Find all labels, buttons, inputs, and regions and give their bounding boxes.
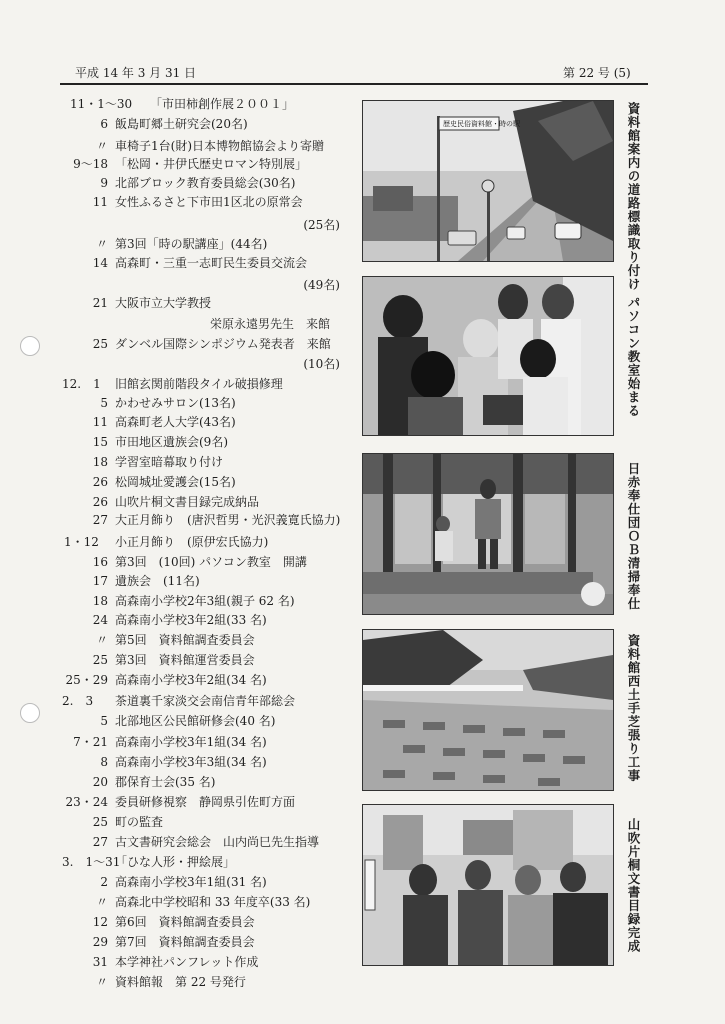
diary-entry-text: 大正月飾り (唐沢哲男・光沢義寛氏協力) (115, 513, 341, 527)
diary-entry-text: 北部ブロック教育委員総会(30名) (115, 176, 296, 190)
diary-entry-text: 第3回 (10回) パソコン教室 開講 (115, 555, 307, 569)
diary-entry (62, 853, 360, 872)
diary-entry-text: 茶道裏千家淡交会南信青年部総会 (115, 694, 296, 708)
diary-entry (70, 473, 360, 492)
binder-hole (20, 703, 40, 723)
photo-documents (362, 804, 614, 966)
photo-road-sign (362, 100, 614, 262)
diary-entry-text: (10名) (303, 357, 340, 371)
diary-entry (70, 315, 360, 334)
diary-entry-text: 車椅子1台(財)日本博物館協会より寄贈 (115, 139, 324, 153)
diary-entry-date: 5 (100, 396, 108, 410)
diary-entry-text: 委員研修視察 静岡県引佐町方面 (115, 795, 296, 809)
diary-entry (70, 335, 360, 354)
diary-entry-date: 6 (100, 117, 108, 131)
header-issue: 第 22 号 (5) (563, 66, 631, 80)
diary-entry (70, 254, 360, 273)
diary-entry-date: 2 (100, 875, 108, 889)
diary-entry-date: 21 (92, 296, 108, 310)
diary-entry (62, 692, 360, 711)
diary-entry (70, 913, 360, 932)
diary-entry-text: 第3回「時の駅講座」(44名) (115, 237, 268, 251)
diary-entry (70, 294, 360, 313)
photo-cleaning (362, 453, 614, 615)
diary-entry-text: 本学神社パンフレット作成 (115, 955, 259, 969)
photo-turf (362, 629, 614, 791)
diary-entry (70, 553, 360, 572)
diary-entry (70, 933, 360, 952)
diary-entry (70, 493, 360, 512)
diary-entry-date: 12. 1 (62, 377, 101, 391)
diary-entry-date: 16 (92, 555, 108, 569)
diary-entry-date: 29 (92, 935, 108, 949)
diary-entry (70, 813, 360, 832)
diary-entry-text: 郡保育士会(35 名) (115, 775, 216, 789)
diary-entry-date: 27 (92, 513, 108, 527)
diary-entry-date: 〃 (95, 633, 108, 647)
diary-entry-date: 8 (100, 755, 108, 769)
diary-entry-text: 大阪市立大学教授 (115, 296, 212, 310)
diary-entry-date: 2. 3 (62, 694, 94, 708)
diary-entry (70, 631, 360, 650)
diary-entry (70, 394, 360, 413)
diary-entry-date: 〃 (95, 139, 108, 153)
diary-entry-text: 高森南小学校3年2組(34 名) (115, 673, 267, 687)
photo-caption: 山吹片桐文書目録完成 (626, 818, 641, 953)
diary-entry (70, 355, 360, 374)
diary-entry-text: 資料館報 第 22 号発行 (115, 975, 246, 989)
diary-entry-text: 学習室暗幕取り付け (115, 455, 224, 469)
diary-entry (70, 276, 360, 295)
diary-entry-text: ダンベル国際シンポジウム発表者 来館 (115, 337, 331, 351)
diary-entry-date: 18 (92, 594, 108, 608)
diary-entry-text: かわせみサロン(13名) (115, 396, 236, 410)
diary-entry-date: 15 (92, 435, 108, 449)
diary-entry-text: 第3回 資料館運営委員会 (115, 653, 255, 667)
diary-entry-date: 11 (92, 195, 108, 209)
diary-entry-date: 25 (92, 337, 108, 351)
diary-entry-text: 市田地区遺族会(9名) (115, 435, 228, 449)
diary-entry-date: 31 (92, 955, 108, 969)
diary-entry-text: 高森南小学校2年3組(親子 62 名) (115, 594, 295, 608)
diary-entry-text: 高森町老人大学(43名) (115, 415, 236, 429)
diary-entry (70, 592, 360, 611)
diary-entry-text: 高森南小学校3年1組(31 名) (115, 875, 267, 889)
diary-entry-text: 第5回 資料館調査委員会 (115, 633, 255, 647)
diary-entry (65, 793, 360, 812)
diary-entry-text: 「市田柿創作展２００１」 (150, 97, 295, 111)
diary-entry-date: 7・21 (73, 735, 108, 749)
diary-entry (70, 511, 360, 530)
diary-entry (70, 216, 360, 235)
diary-entry-text: (25名) (303, 218, 340, 232)
diary-entry-text: 女性ふるさと下市田1区北の原常会 (115, 195, 303, 209)
diary-entry (70, 572, 360, 591)
diary-entry-date: 〃 (95, 975, 108, 989)
diary-entry-text: 第7回 資料館調査委員会 (115, 935, 255, 949)
diary-entry-text: 小正月飾り (原伊宏氏協力) (115, 535, 269, 549)
photo-caption: パソコン教室始まる (626, 296, 641, 418)
diary-entry (70, 873, 360, 892)
photo-computer-class (362, 276, 614, 436)
diary-entry (70, 953, 360, 972)
diary-entry (70, 753, 360, 772)
sign-text: 歴史民俗資料館・時の駅 (443, 120, 520, 128)
photo-caption: 日赤奉仕団ＯＢ清掃奉仕 (626, 462, 641, 611)
diary-entry-text: 高森南小学校3年1組(34 名) (115, 735, 267, 749)
diary-entry-date: 12 (92, 915, 108, 929)
diary-entry-date: 26 (92, 475, 108, 489)
diary-entry (62, 375, 360, 394)
diary-entry-text: 高森南小学校3年2組(33 名) (115, 613, 267, 627)
diary-entry-text: 山吹片桐文書目録完成納品 (115, 495, 260, 509)
photo-caption: 資料館案内の道路標識取り付け (626, 102, 641, 291)
diary-entry-date: 25 (92, 815, 108, 829)
diary-entry-text: 飯島町郷土研究会(20名) (115, 117, 248, 131)
diary-entry-date: 18 (92, 455, 108, 469)
diary-entry-date: 9～18 (73, 157, 108, 171)
diary-entry (70, 893, 360, 912)
diary-entry (70, 155, 360, 174)
diary-entry (70, 733, 360, 752)
diary-entry (64, 533, 360, 552)
diary-entry-date: 9 (100, 176, 108, 190)
header-rule (60, 83, 648, 85)
diary-entry-text: 高森北中学校昭和 33 年度卒(33 名) (115, 895, 311, 909)
diary-entry-date: 11・1～30 (70, 97, 133, 111)
diary-entry-date: 23・24 (65, 795, 108, 809)
diary-entry (70, 611, 360, 630)
diary-entry-text: 第6回 資料館調査委員会 (115, 915, 255, 929)
diary-entry-text: 栄原永遠男先生 来館 (210, 317, 331, 331)
diary-entry-text: 遺族会 (11名) (115, 574, 200, 588)
diary-entry (70, 95, 360, 114)
diary-entry-date: 27 (92, 835, 108, 849)
diary-entry-text: 古文書研究会総会 山内尚巳先生指導 (115, 835, 320, 849)
diary-entry (70, 973, 360, 992)
diary-entry-text: 北部地区公民館研修会(40 名) (115, 714, 276, 728)
diary-entry (70, 773, 360, 792)
diary-entry-text: 町の監査 (115, 815, 164, 829)
diary-entry-date: 25・29 (65, 673, 108, 687)
diary-entry-date: 5 (100, 714, 108, 728)
diary-entry (70, 433, 360, 452)
diary-entry (70, 712, 360, 731)
diary-entry-date: 20 (92, 775, 108, 789)
binder-hole (20, 336, 40, 356)
diary-entry-text: 松岡城址愛護会(15名) (115, 475, 236, 489)
diary-entry-date: 〃 (95, 237, 108, 251)
diary-entry-date: 11 (92, 415, 108, 429)
diary-entry-date: 17 (92, 574, 108, 588)
diary-entry (70, 174, 360, 193)
diary-entry-text: 「ひな人形・押絵展」 (115, 855, 236, 869)
diary-entry-date: 26 (92, 495, 108, 509)
header-date: 平成 14 年 3 月 31 日 (75, 66, 197, 80)
diary-entry-date: 25 (92, 653, 108, 667)
diary-entry-date: 1・12 (64, 535, 99, 549)
diary-entry-text: (49名) (303, 278, 340, 292)
diary-entry (70, 651, 360, 670)
diary-entry-text: 旧館玄関前階段タイル破損修理 (115, 377, 283, 391)
diary-entry-date: 3. 1～31 (62, 855, 121, 869)
diary-entry (70, 833, 360, 852)
diary-entry-date: 14 (92, 256, 108, 270)
diary-entry (70, 115, 360, 134)
diary-entry-text: 「松岡・井伊氏歴史ロマン特別展」 (115, 157, 308, 171)
diary-entry (70, 453, 360, 472)
diary-entry-date: 24 (92, 613, 108, 627)
photo-caption: 資料館西土手芝張り工事 (626, 634, 641, 783)
diary-entry (65, 671, 360, 690)
diary-entry-text: 高森南小学校3年3組(34 名) (115, 755, 267, 769)
diary-entry (70, 413, 360, 432)
diary-entry (70, 193, 360, 212)
diary-entry (70, 137, 360, 156)
diary-entry-text: 高森町・三重一志町民生委員交流会 (115, 256, 308, 270)
diary-entry-date: 〃 (95, 895, 108, 909)
diary-entry (70, 235, 360, 254)
